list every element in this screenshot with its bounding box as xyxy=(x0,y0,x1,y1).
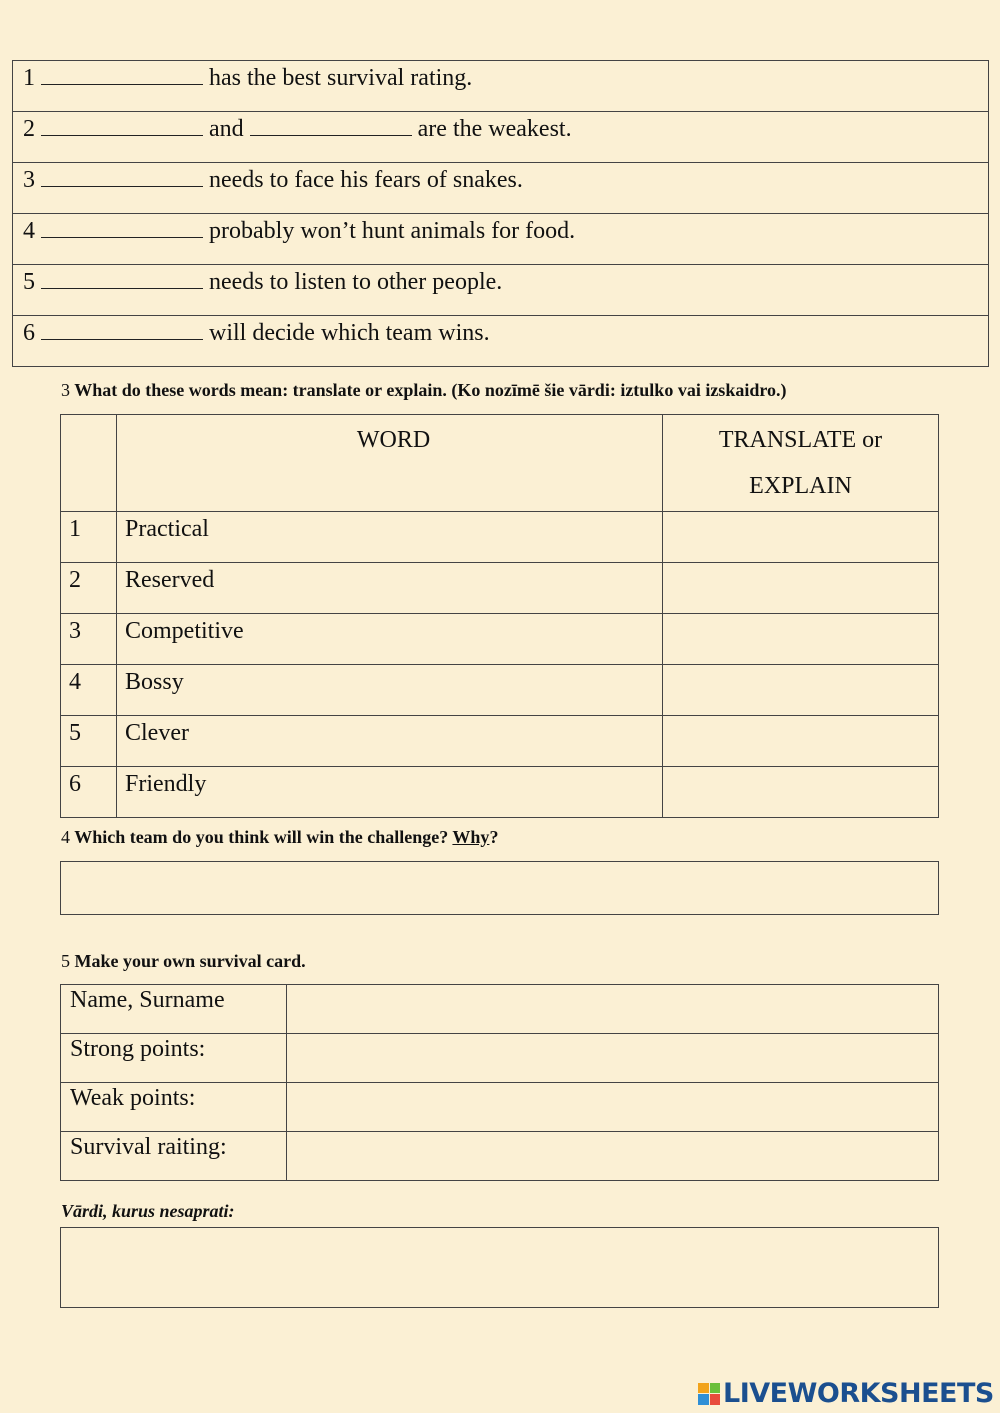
table-row: 3 needs to face his fears of snakes. xyxy=(13,163,989,214)
table-row: 1 Practical xyxy=(61,512,939,563)
table-row: 5 needs to listen to other people. xyxy=(13,265,989,316)
survival-card-answer-cell[interactable] xyxy=(287,1132,939,1181)
logo-text: LIVEWORKSHEETS xyxy=(723,1378,994,1409)
table-row: 2 and are the weakest. xyxy=(13,112,989,163)
unknown-words-answer-box[interactable] xyxy=(60,1227,939,1308)
table-row: Survival raiting: xyxy=(61,1132,939,1181)
translation-answer-cell[interactable] xyxy=(663,716,939,767)
table-row: 6 will decide which team wins. xyxy=(13,316,989,367)
table-row: Weak points: xyxy=(61,1083,939,1132)
unknown-words-label: Vārdi, kurus nesaprati: xyxy=(61,1201,235,1221)
table-row: 4 probably won’t hunt animals for food. xyxy=(13,214,989,265)
answer-blank[interactable] xyxy=(250,117,412,136)
survival-card-answer-cell[interactable] xyxy=(287,985,939,1034)
translation-answer-cell[interactable] xyxy=(663,767,939,818)
exercise-4-question: 4 Which team do you think will win the challenge? Why? xyxy=(61,827,499,847)
translation-answer-cell[interactable] xyxy=(663,614,939,665)
survival-card-table xyxy=(60,984,939,1181)
table-row: 6 Friendly xyxy=(61,767,939,818)
answer-blank[interactable] xyxy=(41,66,203,85)
table-row: 2 Reserved xyxy=(61,563,939,614)
answer-blank[interactable] xyxy=(41,321,203,340)
survival-card-answer-cell[interactable] xyxy=(287,1034,939,1083)
answer-blank[interactable] xyxy=(41,168,203,187)
translation-answer-cell[interactable] xyxy=(663,665,939,716)
table-row: 4 Bossy xyxy=(61,665,939,716)
table-row: 1 has the best survival rating. xyxy=(13,61,989,112)
word-column-header: WORD xyxy=(117,415,663,512)
vocabulary-table xyxy=(60,414,939,818)
exercise-4-answer-box[interactable] xyxy=(60,861,939,915)
translate-column-header: TRANSLATE or EXPLAIN xyxy=(663,415,939,512)
translation-answer-cell[interactable] xyxy=(663,563,939,614)
translation-answer-cell[interactable] xyxy=(663,512,939,563)
answer-blank[interactable] xyxy=(41,117,203,136)
table-row: Name, Surname xyxy=(61,985,939,1034)
exercise-3-question: 3 What do these words mean: translate or explain. (Ko nozīmē šie vārdi: iztulko vai izskaidro.) xyxy=(61,380,787,400)
fill-in-table xyxy=(12,60,989,367)
survival-card-answer-cell[interactable] xyxy=(287,1083,939,1132)
exercise-5-question: 5 Make your own survival card. xyxy=(61,951,306,971)
answer-blank[interactable] xyxy=(41,219,203,238)
table-row: 3 Competitive xyxy=(61,614,939,665)
answer-blank[interactable] xyxy=(41,270,203,289)
liveworksheets-logo-icon xyxy=(698,1383,720,1405)
table-row: Strong points: xyxy=(61,1034,939,1083)
liveworksheets-logo xyxy=(698,1378,994,1409)
table-row: 5 Clever xyxy=(61,716,939,767)
table-header-row xyxy=(61,415,939,512)
